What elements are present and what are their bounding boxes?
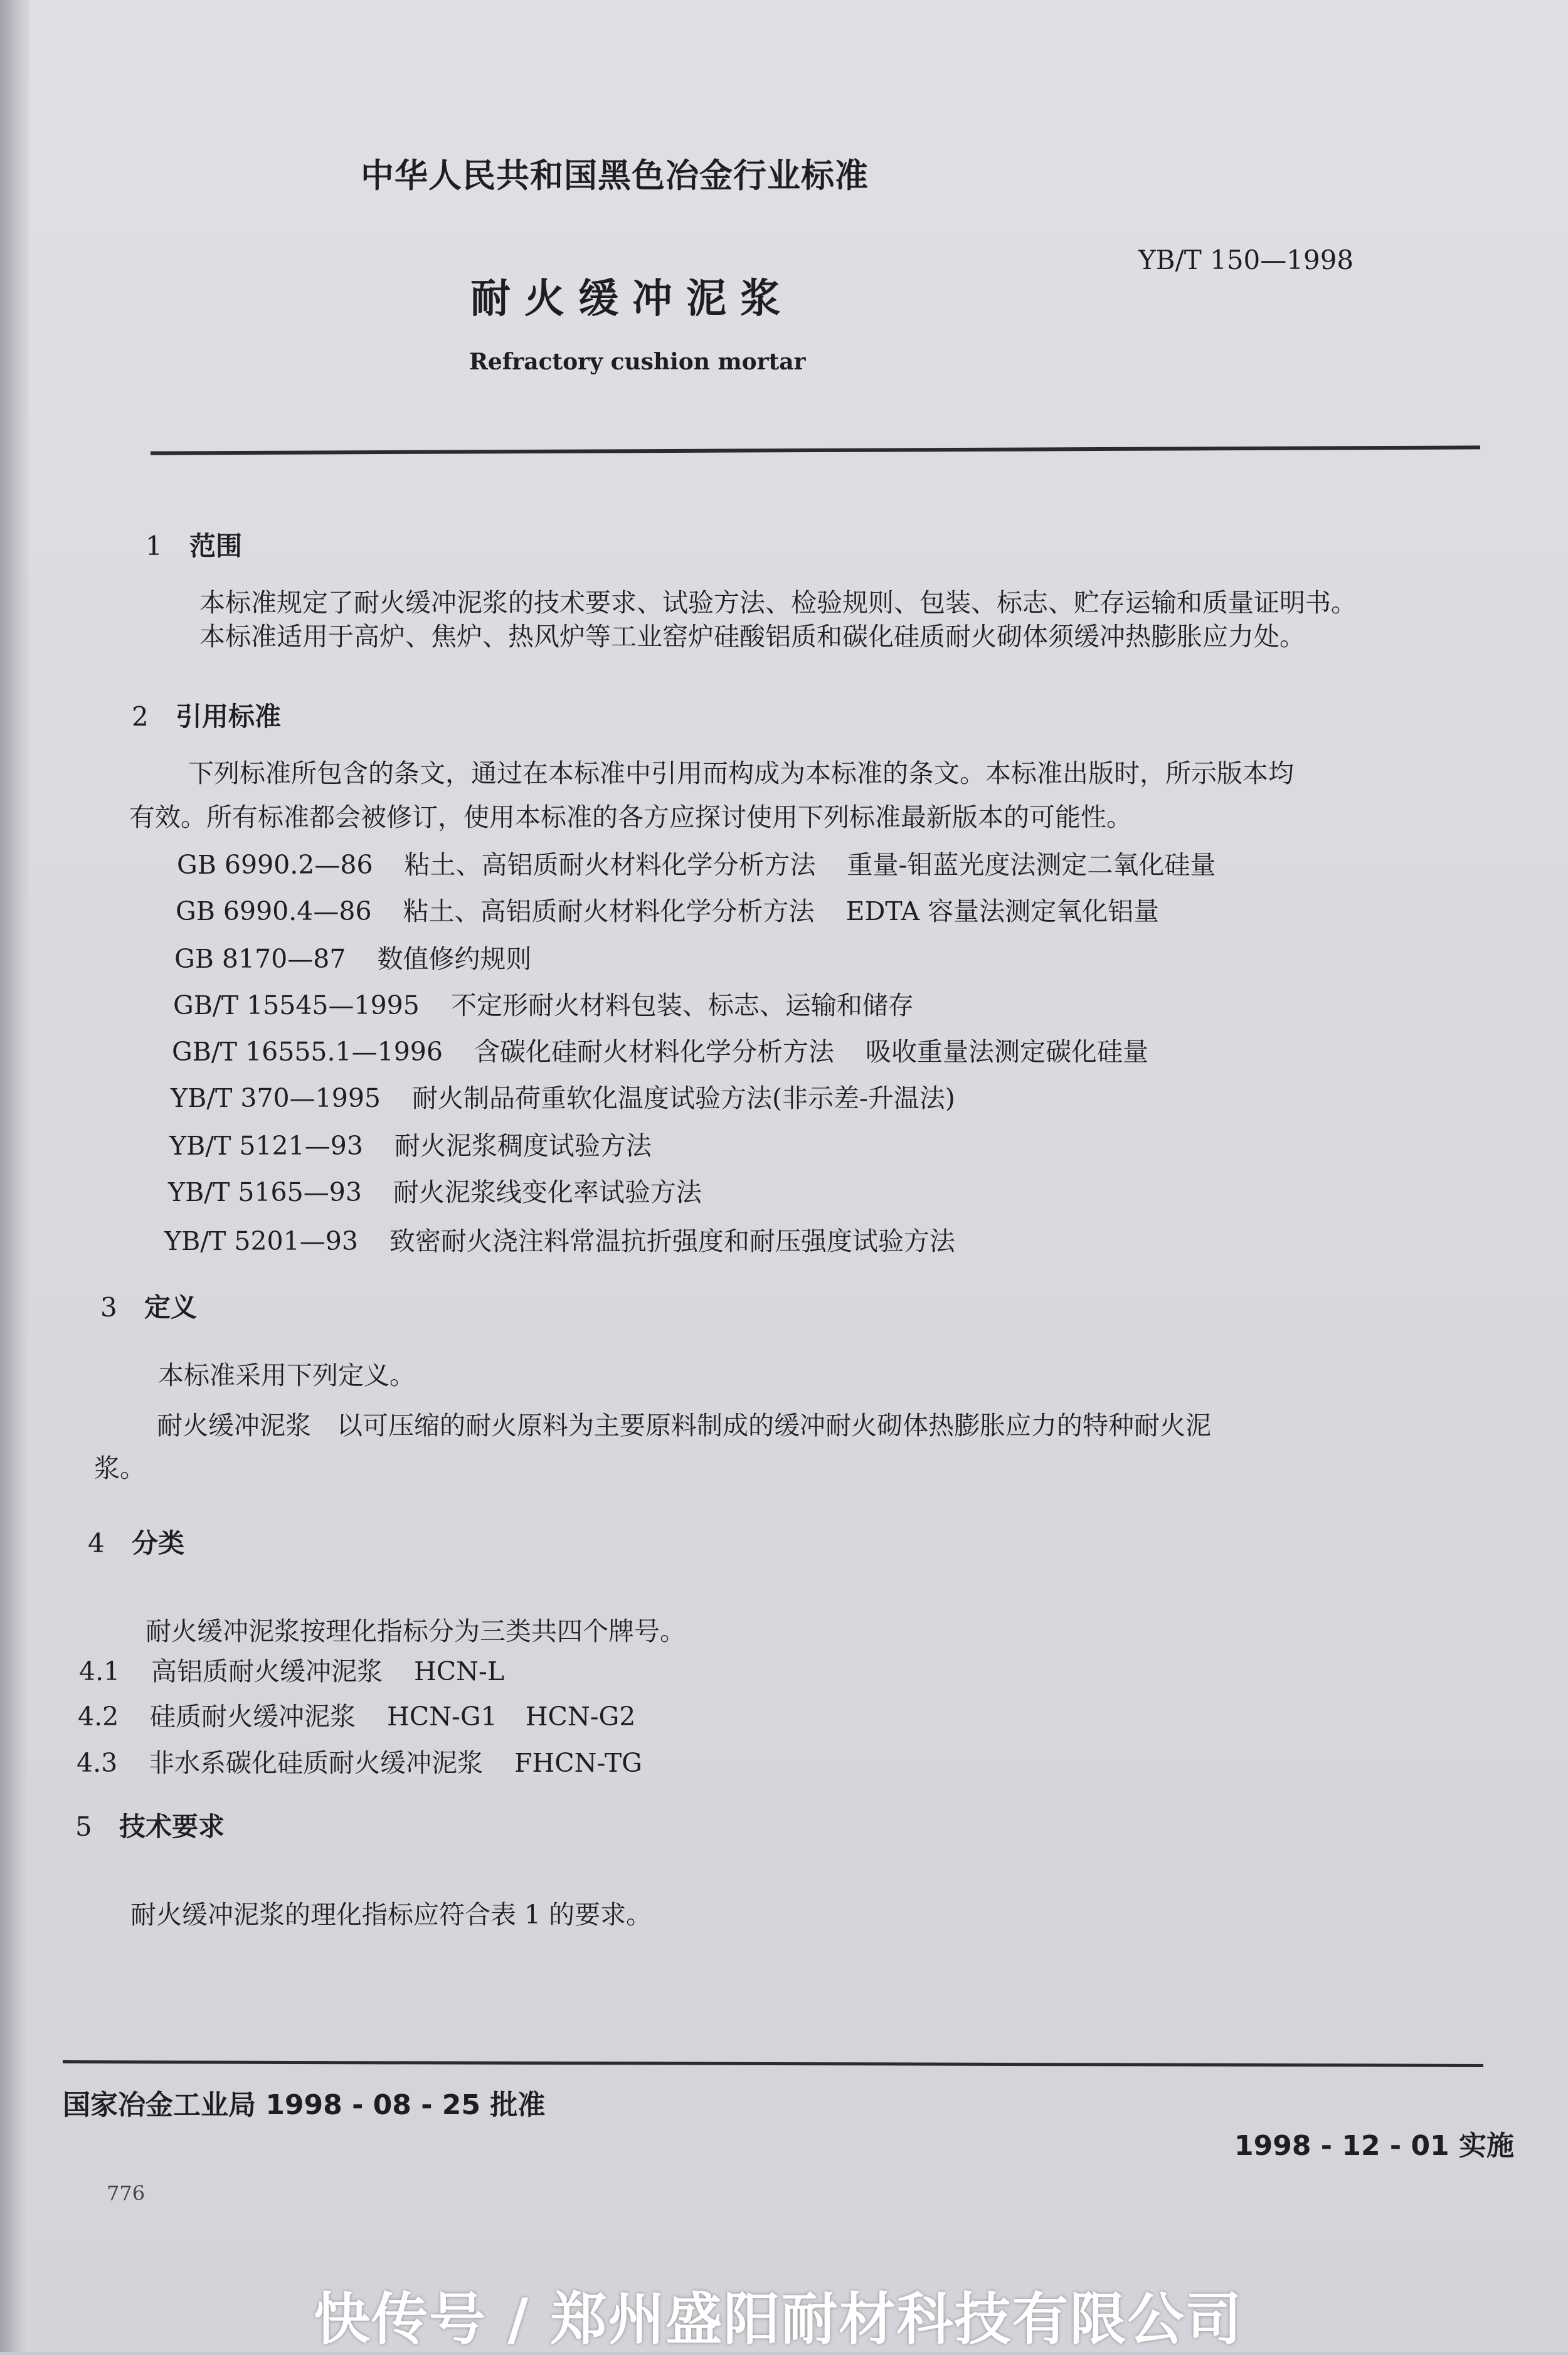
- standard-code: YB/T 150—1998: [1138, 245, 1354, 275]
- reference-code: GB 8170—87: [174, 944, 346, 974]
- paragraph: 耐火缓冲泥浆按理化指标分为三类共四个牌号。: [146, 1616, 686, 1646]
- reference-method: 重量-钼蓝光度法测定二氧化硅量: [847, 850, 1216, 880]
- reference-title: 耐火制品荷重软化温度试验方法(非示差-升温法): [412, 1083, 955, 1113]
- section-3-heading: [100, 1287, 197, 1325]
- reference-code: YB/T 5201—93: [164, 1226, 358, 1256]
- reference-title: 致密耐火浇注料常温抗折强度和耐压强度试验方法: [389, 1226, 955, 1256]
- section-1-heading: [146, 526, 242, 563]
- classification-item: [78, 1696, 635, 1733]
- section-title: 分类: [132, 1528, 185, 1559]
- paragraph: 本标准规定了耐火缓冲泥浆的技术要求、试验方法、检验规则、包装、标志、贮存运输和质量证明书。: [199, 588, 1357, 618]
- item-name: 高铝质耐火缓冲泥浆: [151, 1656, 383, 1686]
- section-number: 1: [146, 531, 162, 561]
- section-title: 定义: [144, 1292, 198, 1323]
- reference-code: GB/T 16555.1—1996: [172, 1037, 443, 1067]
- section-number: 5: [75, 1811, 92, 1842]
- reference-item: [171, 1077, 955, 1114]
- paragraph: 本标准采用下列定义。: [158, 1360, 415, 1390]
- reference-title: 耐火泥浆线变化率试验方法: [393, 1177, 702, 1207]
- section-title: 范围: [189, 531, 243, 561]
- item-grade: HCN-L: [414, 1656, 505, 1686]
- reference-title: 数值修约规则: [377, 944, 532, 974]
- section-2-heading: [132, 696, 281, 734]
- watermark-text: 快传号 / 郑州盛阳耐材科技有限公司: [314, 2287, 1243, 2352]
- section-4-heading: [88, 1523, 184, 1560]
- paragraph: 耐火缓冲泥浆的理化指标应符合表 1 的要求。: [130, 1900, 652, 1930]
- paragraph: 有效。所有标准都会被修订，使用本标准的各方应探讨使用下列标准最新版本的可能性。: [129, 802, 1132, 832]
- paragraph: 耐火缓冲泥浆 以可压缩的耐火原料为主要原料制成的缓冲耐火砌体热膨胀应力的特种耐火泥: [157, 1410, 1211, 1441]
- item-grade-2: HCN-G2: [525, 1701, 636, 1732]
- page-number: 776: [107, 2181, 146, 2205]
- reference-code: GB 6990.4—86: [176, 896, 372, 926]
- reference-method: EDTA 容量法测定氧化铝量: [845, 896, 1160, 926]
- paragraph: 本标准适用于高炉、焦炉、热风炉等工业窑炉硅酸铝质和碳化硅质耐火砌体须缓冲热膨胀应力处。: [199, 622, 1305, 652]
- effective-date: 1998 - 12 - 01 实施: [1234, 2130, 1515, 2162]
- reference-code: YB/T 5121—93: [169, 1131, 363, 1161]
- reference-title: 粘土、高铝质耐火材料化学分析方法: [403, 896, 815, 926]
- reference-item: [173, 985, 914, 1022]
- reference-method: 吸收重量法测定碳化硅量: [865, 1037, 1148, 1067]
- reference-item: [164, 1220, 955, 1257]
- classification-item: [79, 1651, 504, 1688]
- item-number: 4.1: [79, 1656, 120, 1686]
- section-5-heading: [75, 1806, 225, 1844]
- reference-code: GB/T 15545—1995: [173, 990, 420, 1020]
- paragraph: 下列标准所包含的条文，通过在本标准中引用而构成为本标准的条文。本标准出版时，所示版本均: [188, 758, 1294, 788]
- reference-title: 耐火泥浆稠度试验方法: [394, 1131, 652, 1161]
- item-number: 4.2: [78, 1701, 119, 1732]
- reference-code: YB/T 5165—93: [168, 1177, 362, 1207]
- reference-code: GB 6990.2—86: [177, 850, 373, 880]
- reference-item: [177, 844, 1216, 881]
- page-edge: [0, 0, 29, 2352]
- reference-item: [174, 938, 531, 975]
- section-title: 引用标准: [176, 701, 282, 732]
- document-title: 耐火缓冲泥浆: [470, 276, 794, 322]
- header-rule: [151, 445, 1480, 455]
- reference-item: [176, 891, 1159, 928]
- section-number: 3: [100, 1292, 117, 1323]
- paragraph: 浆。: [94, 1453, 146, 1483]
- issuer-heading: 中华人民共和国黑色冶金行业标准: [361, 157, 869, 195]
- section-number: 2: [132, 701, 149, 732]
- item-grade: HCN-G1: [387, 1701, 497, 1732]
- item-number: 4.3: [77, 1748, 118, 1778]
- reference-item: [172, 1031, 1148, 1068]
- reference-title: 粘土、高铝质耐火材料化学分析方法: [404, 850, 816, 880]
- reference-title: 含碳化硅耐火材料化学分析方法: [474, 1037, 834, 1067]
- reference-title: 不定形耐火材料包装、标志、运输和储存: [450, 990, 914, 1020]
- item-name: 硅质耐火缓冲泥浆: [150, 1701, 356, 1732]
- section-number: 4: [88, 1528, 105, 1559]
- reference-item: [169, 1125, 652, 1162]
- document-title-en: Refractory cushion mortar: [469, 349, 806, 375]
- reference-item: [168, 1172, 702, 1209]
- item-name: 非水系碳化硅质耐火缓冲泥浆: [149, 1748, 483, 1778]
- reference-code: YB/T 370—1995: [171, 1083, 381, 1113]
- item-grade: FHCN-TG: [514, 1748, 642, 1778]
- footer-rule: [63, 2060, 1483, 2067]
- approval-line: 国家冶金工业局 1998 - 08 - 25 批准: [63, 2089, 546, 2121]
- section-title: 技术要求: [119, 1811, 225, 1842]
- classification-item: [77, 1742, 642, 1779]
